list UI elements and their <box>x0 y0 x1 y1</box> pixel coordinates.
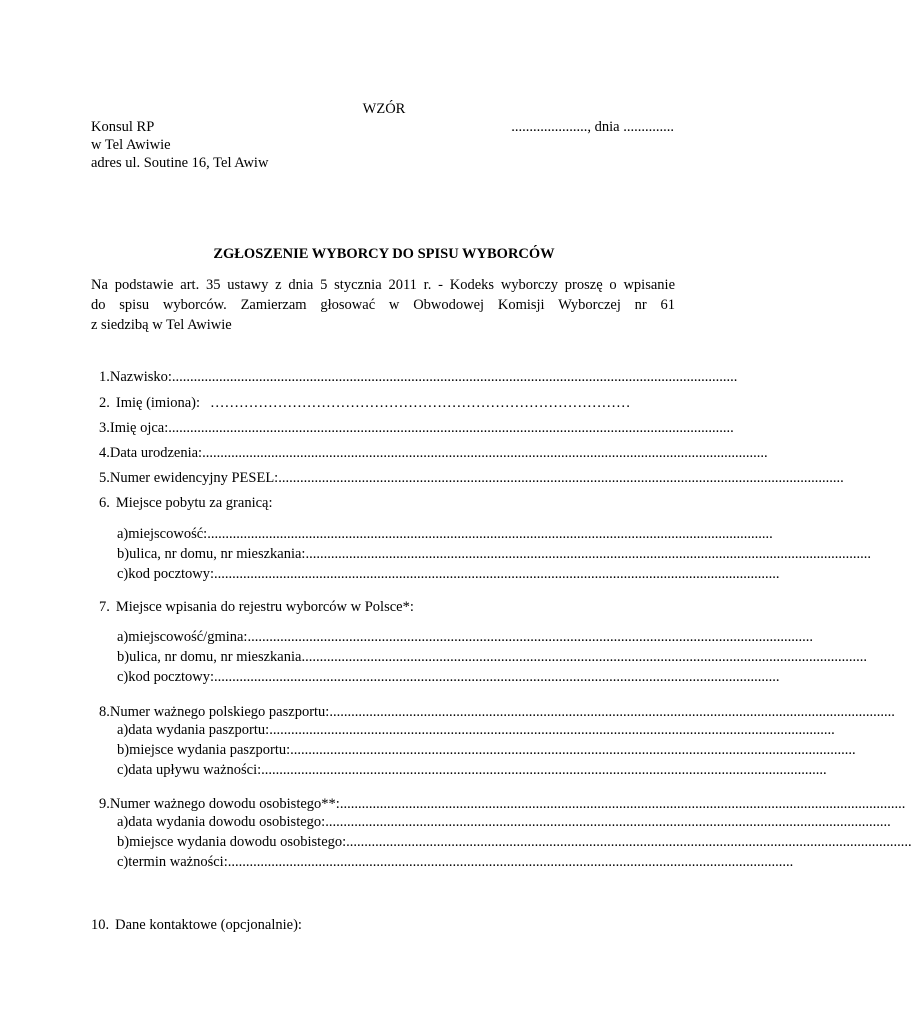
fill-dots[interactable]: ............................................................................................................................................................ <box>207 526 773 542</box>
item-label: Dane kontaktowe (opcjonalnie): <box>115 917 302 933</box>
sub-label: ulica, nr domu, nr mieszkania <box>129 649 302 665</box>
fill-dots[interactable]: ............................................................................................................................................................ <box>278 470 844 486</box>
intro-line-2: do spisu wyborców. Zamierzam głosować w Obwodowej Komisji Wyborczej nr 61 <box>91 297 675 313</box>
fill-dots[interactable]: ............................................................................................................................................................ <box>346 834 912 850</box>
sub-letter: a) <box>117 526 129 542</box>
fill-dots[interactable]: ............................................................................................................................................................ <box>305 546 871 562</box>
place-date-field[interactable]: ....................., dnia .............. <box>511 119 674 135</box>
item-label: Numer ewidencyjny PESEL: <box>109 470 279 486</box>
intro-line-1: Na podstawie art. 35 ustawy z dnia 5 stycznia 2011 r. - Kodeks wyborczy proszę o wpisanie <box>91 277 675 293</box>
sub-letter: a) <box>117 629 129 645</box>
sub-label: miejscowość/gmina: <box>128 629 248 645</box>
fill-dots[interactable]: ............................................................................................................................................................ <box>325 814 891 830</box>
sub-label: ulica, nr domu, nr mieszkania: <box>129 546 306 562</box>
sub-label: data wydania paszportu: <box>128 722 270 738</box>
sub-label: kod pocztowy: <box>128 566 215 582</box>
field-poland-municipality[interactable] <box>117 628 813 646</box>
sample-label: WZÓR <box>362 101 406 117</box>
fill-dots[interactable]: ............................................................................................................................................................ <box>214 566 780 582</box>
field-poland-street[interactable] <box>117 648 867 666</box>
sub-letter: b) <box>117 546 130 562</box>
sub-letter: b) <box>117 649 130 665</box>
item-number: 7. <box>99 599 110 615</box>
item-label: Numer ważnego polskiego paszportu: <box>109 704 330 720</box>
field-passport-expiry[interactable] <box>117 761 827 779</box>
item-number: 6. <box>99 495 110 511</box>
sub-label: data upływu ważności: <box>128 762 262 778</box>
field-passport-issue-place[interactable] <box>117 741 856 759</box>
section-register-poland <box>99 598 655 616</box>
field-surname[interactable] <box>99 368 738 386</box>
sub-letter: b) <box>117 834 130 850</box>
sub-label: termin ważności: <box>128 854 228 870</box>
item-label: Miejsce pobytu za granicą: <box>115 495 273 511</box>
field-id-card-number[interactable] <box>99 795 906 813</box>
sub-letter: b) <box>117 742 130 758</box>
field-abroad-postcode[interactable] <box>117 565 780 583</box>
section-contact-details <box>91 916 647 934</box>
field-birth-date[interactable] <box>99 444 768 462</box>
fill-dots[interactable]: …………………………………………………………………………… <box>210 395 631 411</box>
fill-dots[interactable]: ............................................................................................................................................................ <box>269 722 835 738</box>
sub-label: miejsce wydania dowodu osobistego: <box>129 834 347 850</box>
sub-label: kod pocztowy: <box>128 669 215 685</box>
sub-label: miejsce wydania paszportu: <box>129 742 291 758</box>
item-label: Imię ojca: <box>109 420 169 436</box>
item-number: 9. <box>99 796 110 812</box>
intro-paragraph <box>91 275 675 335</box>
fill-dots[interactable]: ............................................................................................................................................................ <box>290 742 856 758</box>
field-passport-number[interactable] <box>99 703 895 721</box>
field-first-names[interactable] <box>99 394 655 412</box>
item-number: 2. <box>99 395 110 411</box>
fill-dots[interactable]: ............................................................................................................................................................ <box>247 629 813 645</box>
field-father-name[interactable] <box>99 419 734 437</box>
field-passport-issue-date[interactable] <box>117 721 835 739</box>
fill-dots[interactable]: ............................................................................................................................................................ <box>261 762 827 778</box>
item-label: Miejsce wpisania do rejestru wyborców w Polsce*: <box>115 599 414 615</box>
sub-letter: c) <box>117 854 129 870</box>
sub-letter: c) <box>117 762 129 778</box>
sub-letter: c) <box>117 669 129 685</box>
item-number: 5. <box>99 470 110 486</box>
field-pesel[interactable] <box>99 469 844 487</box>
field-id-card-issue-date[interactable] <box>117 813 891 831</box>
consul-city: w Tel Awiwie <box>91 137 171 153</box>
sub-label: data wydania dowodu osobistego: <box>128 814 326 830</box>
item-number: 4. <box>99 445 110 461</box>
consul-address <box>91 118 268 172</box>
item-label: Numer ważnego dowodu osobistego**: <box>109 796 340 812</box>
section-residence-abroad <box>99 494 655 512</box>
field-poland-postcode[interactable] <box>117 668 780 686</box>
consul-name: Konsul RP <box>91 119 155 135</box>
item-number: 8. <box>99 704 110 720</box>
field-id-card-expiry[interactable] <box>117 853 794 871</box>
consul-street: adres ul. Soutine 16, Tel Awiw <box>91 155 269 171</box>
fill-dots[interactable]: ............................................................................................................................................................ <box>301 649 867 665</box>
item-number: 10. <box>91 917 110 933</box>
fill-dots[interactable]: ............................................................................................................................................................ <box>171 369 738 385</box>
field-abroad-street[interactable] <box>117 545 871 563</box>
sub-label: miejscowość: <box>128 526 208 542</box>
field-id-card-issue-place[interactable] <box>117 833 912 851</box>
sub-letter: a) <box>117 814 129 830</box>
fill-dots[interactable]: ............................................................................................................................................................ <box>329 704 895 720</box>
fill-dots[interactable]: ............................................................................................................................................................ <box>227 854 794 870</box>
item-label: Imię (imiona): <box>115 395 201 411</box>
fill-dots[interactable]: ............................................................................................................................................................ <box>168 420 734 436</box>
field-abroad-city[interactable] <box>117 525 773 543</box>
fill-dots[interactable]: ............................................................................................................................................................ <box>202 445 768 461</box>
form-title: ZGŁOSZENIE WYBORCY DO SPISU WYBORCÓW <box>213 246 555 262</box>
sub-letter: a) <box>117 722 129 738</box>
fill-dots[interactable]: ............................................................................................................................................................ <box>339 796 906 812</box>
sub-letter: c) <box>117 566 129 582</box>
intro-line-3: z siedzibą w Tel Awiwie <box>91 317 232 333</box>
item-number: 3. <box>99 420 110 436</box>
fill-dots[interactable]: ............................................................................................................................................................ <box>214 669 780 685</box>
item-label: Data urodzenia: <box>109 445 203 461</box>
item-label: Nazwisko: <box>109 369 172 385</box>
item-number: 1. <box>99 369 110 385</box>
